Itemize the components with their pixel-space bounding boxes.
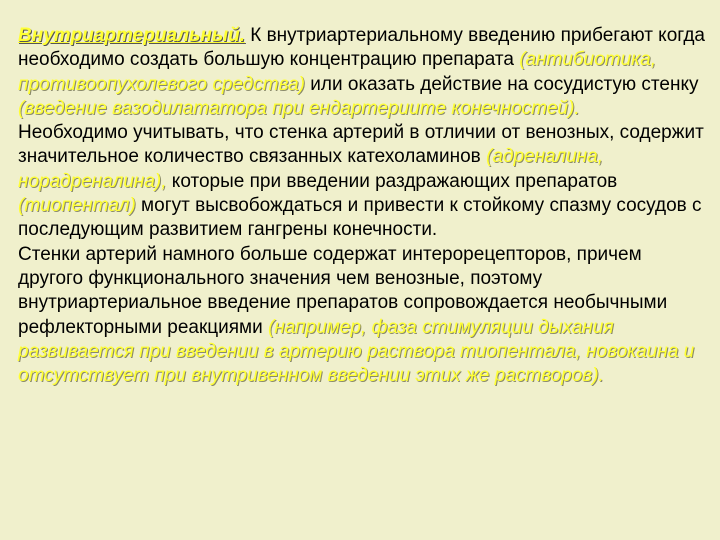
text-run: Необходимо учитывать, что стенка артерий в отличии от венозных, содержит значительное количество связанных катехоламинов — [18, 122, 704, 168]
highlight-examples-antibiotics: (антибиотика, противоопухолевого средства) — [18, 49, 656, 95]
paragraph-intro — [18, 24, 706, 121]
text-run: К внутриартериальному введению прибегают когда необходимо создать большую концентрацию препарата — [18, 25, 705, 71]
body-text — [18, 24, 706, 388]
text-run: могут высвобождаться и привести к стойкому спазму сосудов с последующим развитием гангрены конечности. — [18, 195, 702, 241]
text-run: Стенки артерий намного больше содержат интерорецепторов, причем другого функционального значения чем венозные, поэтому внутриартериальное введение препаратов сопровождается необычными рефлекторными реакциями — [18, 243, 668, 338]
text-run: или оказать действие на сосудистую стенку — [305, 73, 699, 95]
paragraph-catecholamines — [18, 121, 706, 242]
highlight-catecholamines: (адреналина, норадреналина), — [18, 146, 603, 192]
text-run: которые при введении раздражающих препаратов — [166, 170, 618, 192]
highlight-thiopental: (тиопентал) — [18, 195, 136, 217]
highlight-reflex-example: (например, фаза стимуляции дыхания развивается при введении в артерию раствора тиопентала, новокаина и отсутствует при внутривенном введении этих же растворов). — [18, 316, 695, 387]
highlight-examples-vasodilator: (введение вазодилататора при ендартериите конечностей). — [18, 97, 580, 119]
paragraph-interoreceptors — [18, 243, 706, 389]
section-title: Внутриартериальный. — [18, 25, 245, 46]
